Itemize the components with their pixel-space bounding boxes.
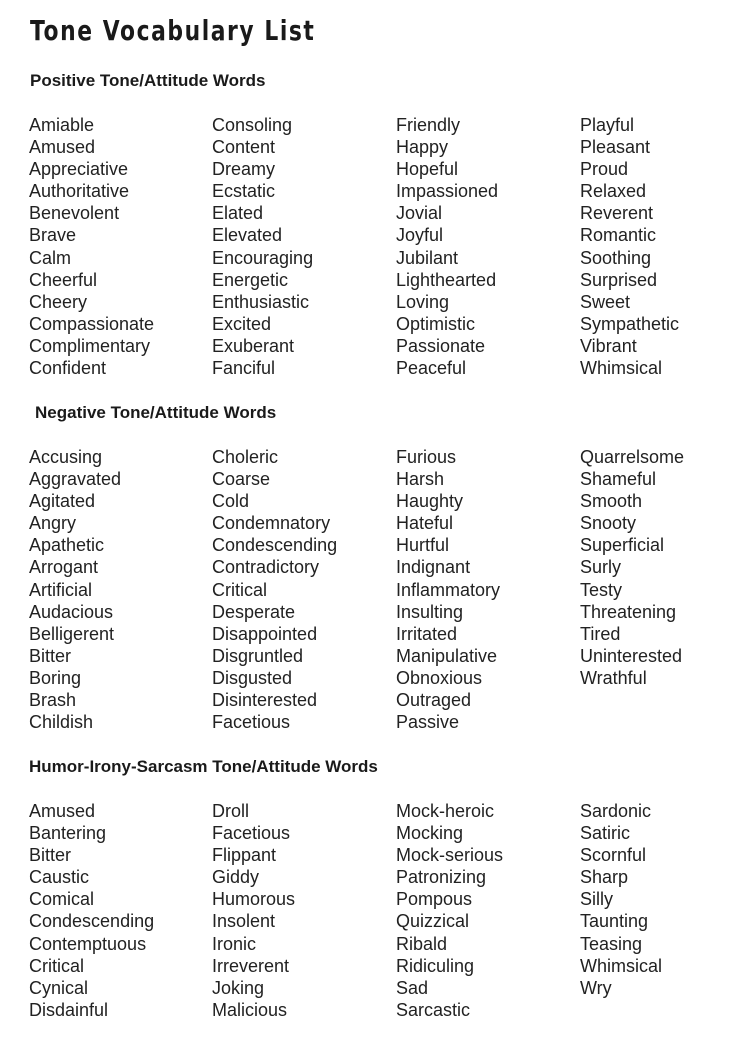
word-item: Artificial bbox=[29, 579, 93, 600]
word-item: Mock-heroic bbox=[396, 801, 495, 821]
word-item: Aggravated bbox=[29, 469, 122, 490]
word-item: Ridiculing bbox=[396, 955, 475, 976]
word-column bbox=[580, 114, 679, 379]
word-item: Confident bbox=[29, 358, 107, 379]
word-item: Complimentary bbox=[29, 335, 151, 356]
word-item: Inflammatory bbox=[396, 579, 501, 600]
word-item: Insolent bbox=[212, 911, 276, 932]
word-item: Belligerent bbox=[29, 623, 115, 644]
section-heading: Positive Tone/Attitude Words bbox=[30, 71, 266, 90]
word-item: Bantering bbox=[29, 823, 107, 844]
word-column bbox=[580, 446, 684, 689]
word-item: Haughty bbox=[396, 491, 464, 512]
word-item: Caustic bbox=[29, 867, 90, 888]
word-item: Sardonic bbox=[580, 801, 652, 821]
word-item: Manipulative bbox=[396, 645, 498, 666]
word-item: Soothing bbox=[580, 247, 652, 268]
word-item: Jovial bbox=[396, 203, 443, 224]
word-item: Elevated bbox=[212, 225, 283, 246]
word-item: Shameful bbox=[580, 469, 657, 490]
word-item: Quarrelsome bbox=[580, 447, 685, 467]
word-item: Amiable bbox=[29, 115, 95, 135]
word-item: Threatening bbox=[580, 601, 677, 622]
word-item: Calm bbox=[29, 247, 72, 268]
word-item: Enthusiastic bbox=[212, 291, 310, 312]
word-item: Critical bbox=[29, 955, 85, 976]
word-column bbox=[212, 800, 295, 1021]
word-item: Apathetic bbox=[29, 535, 105, 556]
word-item: Disinterested bbox=[212, 690, 318, 711]
word-item: Vibrant bbox=[580, 335, 637, 356]
word-item: Bitter bbox=[29, 845, 72, 866]
word-item: Passive bbox=[396, 712, 460, 733]
word-item: Disappointed bbox=[212, 623, 318, 644]
word-item: Quizzical bbox=[396, 911, 470, 932]
word-item: Indignant bbox=[396, 557, 471, 578]
word-item: Compassionate bbox=[29, 313, 155, 334]
word-item: Benevolent bbox=[29, 203, 120, 224]
word-item: Outraged bbox=[396, 690, 472, 711]
word-item: Passionate bbox=[396, 335, 486, 356]
word-item: Exuberant bbox=[212, 335, 295, 356]
word-item: Accusing bbox=[29, 447, 103, 467]
word-item: Energetic bbox=[212, 269, 289, 290]
word-item: Insulting bbox=[396, 601, 464, 622]
word-item: Consoling bbox=[212, 115, 293, 135]
word-item: Whimsical bbox=[580, 358, 663, 379]
word-item: Irritated bbox=[396, 623, 458, 644]
word-item: Uninterested bbox=[580, 645, 683, 666]
word-item: Wrathful bbox=[580, 667, 647, 688]
word-item: Surprised bbox=[580, 269, 658, 290]
word-item: Harsh bbox=[396, 469, 445, 490]
word-item: Teasing bbox=[580, 933, 643, 954]
word-item: Content bbox=[212, 137, 276, 158]
word-item: Lighthearted bbox=[396, 269, 497, 290]
word-item: Jubilant bbox=[396, 247, 459, 268]
word-item: Appreciative bbox=[29, 159, 129, 180]
word-item: Ecstatic bbox=[212, 181, 276, 202]
word-column bbox=[212, 114, 313, 379]
word-item: Audacious bbox=[29, 601, 114, 622]
word-column bbox=[29, 446, 121, 733]
word-item: Childish bbox=[29, 712, 94, 733]
word-item: Droll bbox=[212, 801, 250, 821]
word-item: Elated bbox=[212, 203, 264, 224]
word-item: Coarse bbox=[212, 469, 271, 490]
word-item: Tired bbox=[580, 623, 621, 644]
word-item: Reverent bbox=[580, 203, 654, 224]
word-item: Disdainful bbox=[29, 999, 109, 1020]
word-item: Wry bbox=[580, 977, 612, 998]
word-item: Hurtful bbox=[396, 535, 450, 556]
word-item: Sympathetic bbox=[580, 313, 680, 334]
word-item: Hateful bbox=[396, 513, 454, 534]
word-item: Testy bbox=[580, 579, 623, 600]
word-item: Dreamy bbox=[212, 159, 276, 180]
word-item: Hopeful bbox=[396, 159, 459, 180]
word-item: Ribald bbox=[396, 933, 448, 954]
word-item: Brash bbox=[29, 690, 77, 711]
word-item: Furious bbox=[396, 447, 457, 467]
word-item: Patronizing bbox=[396, 867, 487, 888]
word-item: Relaxed bbox=[580, 181, 647, 202]
word-item: Agitated bbox=[29, 491, 96, 512]
word-item: Pleasant bbox=[580, 137, 651, 158]
word-item: Loving bbox=[396, 291, 450, 312]
word-item: Ironic bbox=[212, 933, 257, 954]
word-item: Cheerful bbox=[29, 269, 98, 290]
word-item: Optimistic bbox=[396, 313, 476, 334]
word-item: Cynical bbox=[29, 977, 89, 998]
word-item: Impassioned bbox=[396, 181, 499, 202]
word-item: Sharp bbox=[580, 867, 629, 888]
word-item: Comical bbox=[29, 889, 95, 910]
word-item: Excited bbox=[212, 313, 272, 334]
word-item: Happy bbox=[396, 137, 449, 158]
word-item: Condescending bbox=[29, 911, 155, 932]
word-item: Sarcastic bbox=[396, 999, 471, 1020]
word-item: Angry bbox=[29, 513, 77, 534]
word-item: Choleric bbox=[212, 447, 279, 467]
word-item: Proud bbox=[580, 159, 629, 180]
word-column bbox=[29, 800, 154, 1021]
word-item: Romantic bbox=[580, 225, 657, 246]
word-column bbox=[396, 800, 503, 1021]
word-item: Mocking bbox=[396, 823, 464, 844]
word-item: Contemptuous bbox=[29, 933, 147, 954]
word-column bbox=[396, 446, 500, 733]
word-item: Irreverent bbox=[212, 955, 290, 976]
word-item: Facetious bbox=[212, 823, 291, 844]
word-item: Taunting bbox=[580, 911, 649, 932]
word-item: Friendly bbox=[396, 115, 461, 135]
word-item: Authoritative bbox=[29, 181, 130, 202]
word-item: Amused bbox=[29, 137, 96, 158]
word-item: Boring bbox=[29, 667, 82, 688]
word-item: Malicious bbox=[212, 999, 288, 1020]
word-item: Joyful bbox=[396, 225, 444, 246]
word-item: Whimsical bbox=[580, 955, 663, 976]
word-column bbox=[396, 114, 498, 379]
word-item: Brave bbox=[29, 225, 77, 246]
word-item: Facetious bbox=[212, 712, 291, 733]
word-item: Critical bbox=[212, 579, 268, 600]
word-item: Mock-serious bbox=[396, 845, 504, 866]
word-item: Joking bbox=[212, 977, 265, 998]
word-item: Surly bbox=[580, 557, 622, 578]
word-item: Playful bbox=[580, 115, 635, 135]
word-item: Satiric bbox=[580, 823, 631, 844]
word-item: Sad bbox=[396, 977, 429, 998]
word-column bbox=[212, 446, 337, 733]
section-heading: Negative Tone/Attitude Words bbox=[35, 403, 277, 422]
word-item: Peaceful bbox=[396, 358, 467, 379]
document-title: Tone Vocabulary List bbox=[30, 14, 316, 47]
word-item: Bitter bbox=[29, 645, 72, 666]
word-item: Disgruntled bbox=[212, 645, 304, 666]
word-item: Desperate bbox=[212, 601, 296, 622]
word-column bbox=[29, 114, 154, 379]
word-item: Disgusted bbox=[212, 667, 293, 688]
word-item: Pompous bbox=[396, 889, 473, 910]
section-heading: Humor-Irony-Sarcasm Tone/Attitude Words bbox=[29, 757, 378, 776]
word-item: Humorous bbox=[212, 889, 296, 910]
word-item: Sweet bbox=[580, 291, 631, 312]
word-item: Encouraging bbox=[212, 247, 314, 268]
word-item: Smooth bbox=[580, 491, 643, 512]
word-item: Condescending bbox=[212, 535, 338, 556]
word-item: Silly bbox=[580, 889, 614, 910]
word-item: Amused bbox=[29, 801, 96, 821]
word-item: Scornful bbox=[580, 845, 647, 866]
word-item: Fanciful bbox=[212, 358, 276, 379]
word-column bbox=[580, 800, 662, 999]
word-item: Arrogant bbox=[29, 557, 99, 578]
word-item: Contradictory bbox=[212, 557, 320, 578]
word-item: Condemnatory bbox=[212, 513, 331, 534]
word-item: Obnoxious bbox=[396, 667, 483, 688]
word-item: Cold bbox=[212, 491, 250, 512]
word-item: Snooty bbox=[580, 513, 637, 534]
word-item: Cheery bbox=[29, 291, 88, 312]
word-item: Superficial bbox=[580, 535, 665, 556]
word-item: Giddy bbox=[212, 867, 260, 888]
word-item: Flippant bbox=[212, 845, 277, 866]
